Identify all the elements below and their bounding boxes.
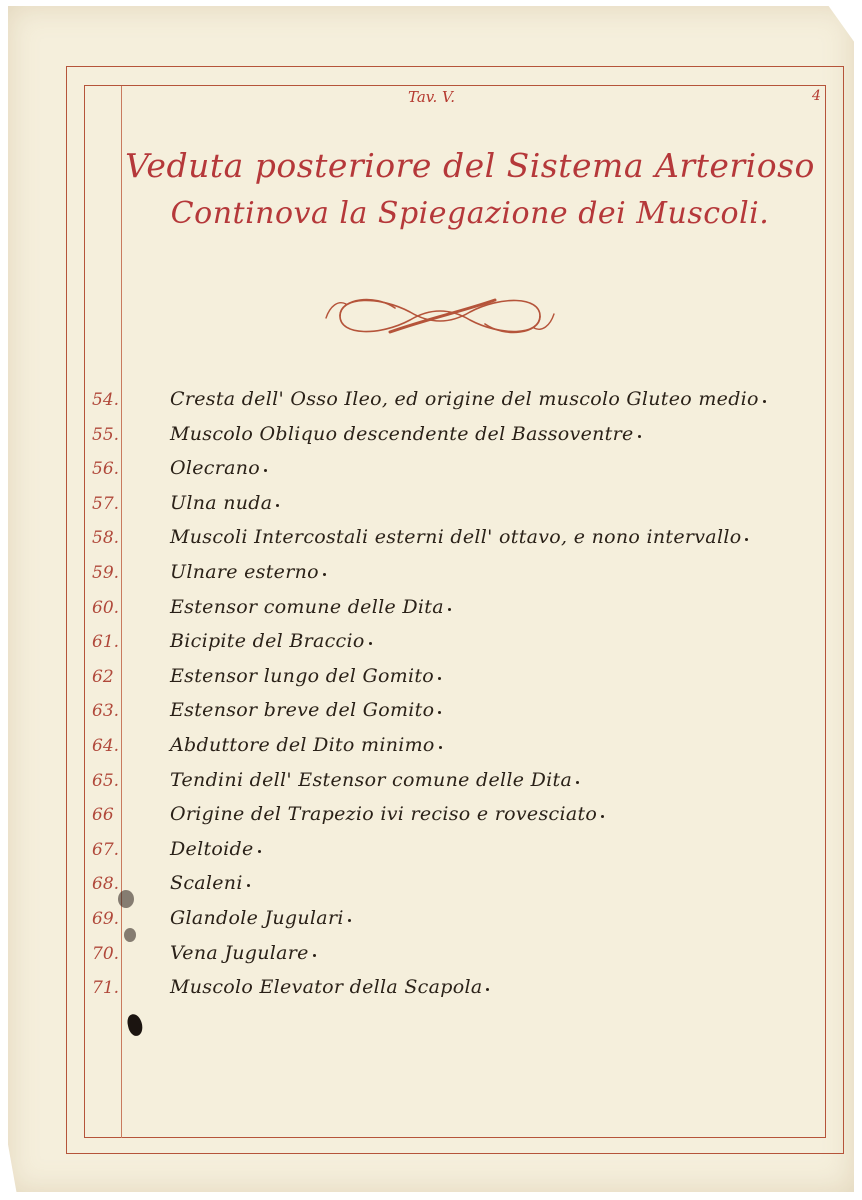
entry-text: Origine del Trapezio ivi reciso e rovesciato [170,803,604,825]
entry-text: Muscolo Obliquo descendente del Bassoventre [170,423,641,445]
list-item [84,970,784,1000]
list-item [84,451,784,481]
entry-number: 68. [92,874,120,895]
list-item [84,520,784,550]
entry-text: Olecrano [170,457,267,479]
list-item [84,417,784,447]
list-item [84,797,784,827]
entry-number: 56. [92,459,120,480]
list-item [84,728,784,758]
list-item [84,659,784,689]
entry-number: 60. [92,597,120,618]
entry-text: Tendini dell' Estensor comune delle Dita [170,769,579,791]
list-item [84,866,784,896]
list-item [84,382,784,412]
page-subtitle: Continova la Spiegazione dei Muscoli. [170,196,770,231]
entry-text: Estensor lungo del Gomito [170,665,441,687]
entry-number: 61. [92,632,120,653]
entry-number: 70. [92,943,120,964]
entry-text: Vena Jugulare [170,942,316,964]
entry-number: 64. [92,736,120,756]
list-item [84,590,784,620]
list-item [84,693,784,723]
list-item [84,763,784,793]
list-item [84,624,784,654]
entry-text: Cresta dell' Osso Ileo, ed origine del muscolo Gluteo medio [170,388,766,410]
ink-smudge [124,928,136,942]
entry-text: Deltoide [170,838,261,860]
entry-number: 58. [92,528,120,549]
entry-number: 54. [92,390,120,410]
ink-smudge [118,890,134,908]
page-title: Veduta posteriore del Sistema Arterioso [125,146,815,185]
entry-text: Estensor comune delle Dita [170,596,451,618]
entry-text: Abduttore del Dito minimo [170,734,442,756]
list-item [84,936,784,966]
entry-number: 57. [92,493,120,514]
entry-number: 55. [92,424,120,445]
entry-text: Ulna nuda [170,492,279,514]
entry-text: Muscolo Elevator della Scapola [170,976,489,998]
entry-text: Scaleni [170,872,250,894]
list-item [84,486,784,516]
list-item [84,832,784,862]
entry-text: Estensor breve del Gomito [170,699,441,721]
entry-number: 69. [92,909,120,929]
entry-number: 67. [92,839,120,860]
entry-text: Ulnare esterno [170,561,326,583]
entry-number: 71. [92,978,120,999]
entry-text: Glandole Jugulari [170,907,351,929]
entry-number: 66 [92,805,114,826]
entry-number: 59. [92,563,120,583]
plate-label: Tav. V. [408,88,455,106]
list-item [84,555,784,585]
entry-text: Muscoli Intercostali esterni dell' ottavo, e nono intervallo [170,526,748,548]
entry-number: 63. [92,701,120,722]
list-item [84,901,784,931]
entry-text: Bicipite del Braccio [170,630,372,652]
entry-number: 62 [92,666,114,687]
calligraphic-flourish-icon [320,288,560,344]
page-number: 4 [812,88,821,104]
entry-number: 65. [92,770,120,791]
